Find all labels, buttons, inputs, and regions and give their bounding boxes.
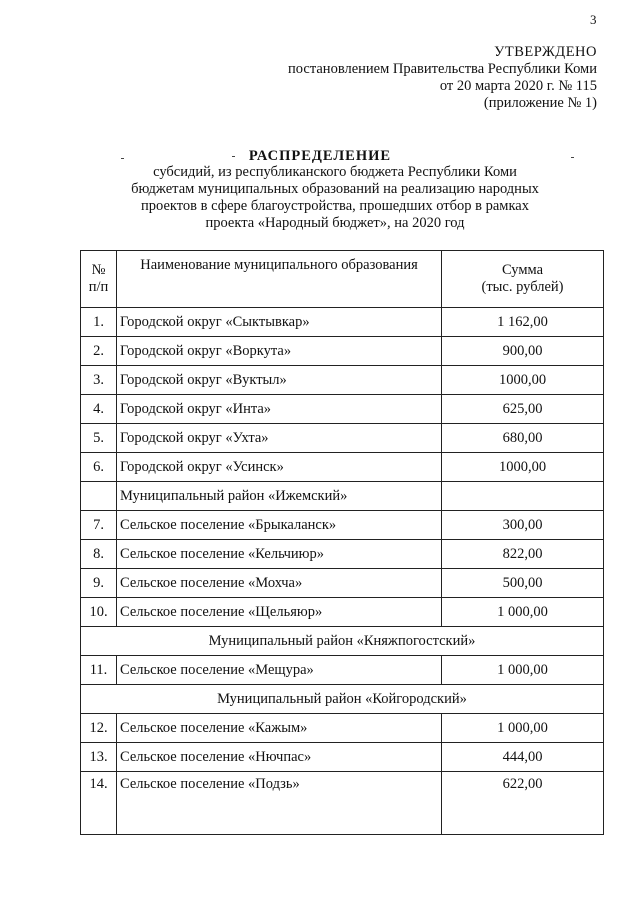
row-number: 8. xyxy=(81,540,117,569)
subsidy-amount: 1 000,00 xyxy=(442,598,604,627)
table-row xyxy=(81,308,604,337)
table-row xyxy=(81,424,604,453)
subsidy-amount: 1 000,00 xyxy=(442,656,604,685)
table-row xyxy=(81,598,604,627)
row-number: 7. xyxy=(81,511,117,540)
municipality-name: Городской округ «Вуктыл» xyxy=(117,366,442,395)
approval-line: (приложение № 1) xyxy=(483,95,597,111)
municipality-name: Городской округ «Ухта» xyxy=(117,424,442,453)
header-num xyxy=(81,251,117,308)
header-num-text: № п/п xyxy=(88,262,109,295)
municipality-name: Сельское поселение «Мещура» xyxy=(117,656,442,685)
approval-block xyxy=(288,44,597,112)
row-number: 6. xyxy=(81,453,117,482)
row-number: 14. xyxy=(81,772,117,835)
row-number: 5. xyxy=(81,424,117,453)
approval-line: постановлением Правительства Республики Коми xyxy=(288,61,597,77)
municipality-name: Сельское поселение «Подзь» xyxy=(117,772,442,835)
subsidy-amount: 1000,00 xyxy=(442,366,604,395)
subsidy-amount: 300,00 xyxy=(442,511,604,540)
municipality-name: Сельское поселение «Щельяюр» xyxy=(117,598,442,627)
table-row xyxy=(81,656,604,685)
subsidy-amount: 822,00 xyxy=(442,540,604,569)
subsidy-amount: 1 000,00 xyxy=(442,714,604,743)
document-subtitle xyxy=(100,164,570,232)
subtitle-line: бюджетам муниципальных образований на реализацию народных xyxy=(131,181,539,197)
subsidy-amount: 500,00 xyxy=(442,569,604,598)
approval-title: УТВЕРЖДЕНО xyxy=(494,44,597,60)
table-row xyxy=(81,453,604,482)
municipality-name: Сельское поселение «Кельчиюр» xyxy=(117,540,442,569)
table-row xyxy=(81,714,604,743)
distribution-table xyxy=(80,250,604,835)
municipality-name: Городской округ «Сыктывкар» xyxy=(117,308,442,337)
table-row xyxy=(81,395,604,424)
municipality-name: Городской округ «Воркута» xyxy=(117,337,442,366)
table-row xyxy=(81,772,604,835)
header-name-text: Наименование муниципального образования xyxy=(140,257,418,273)
row-number: 9. xyxy=(81,569,117,598)
table-row xyxy=(81,569,604,598)
row-number: 2. xyxy=(81,337,117,366)
district-sum-cell xyxy=(442,482,604,511)
subsidy-amount: 680,00 xyxy=(442,424,604,453)
subtitle-line: субсидий, из республиканского бюджета Республики Коми xyxy=(153,164,517,180)
subsidy-amount: 1 162,00 xyxy=(442,308,604,337)
subtitle-line: проектов в сфере благоустройства, прошедших отбор в рамках xyxy=(141,198,529,214)
district-name: Муниципальный район «Ижемский» xyxy=(117,482,442,511)
municipality-name: Сельское поселение «Кажым» xyxy=(117,714,442,743)
table-row xyxy=(81,540,604,569)
municipality-name: Городской округ «Усинск» xyxy=(117,453,442,482)
table-row xyxy=(81,743,604,772)
subsidy-amount: 444,00 xyxy=(442,743,604,772)
district-name: Муниципальный район «Княжпогостский» xyxy=(81,627,604,656)
municipality-name: Городской округ «Инта» xyxy=(117,395,442,424)
page-number: 3 xyxy=(590,12,597,27)
row-number: 4. xyxy=(81,395,117,424)
table-body xyxy=(81,308,604,835)
table-row xyxy=(81,337,604,366)
header-name xyxy=(117,251,442,308)
district-num-cell xyxy=(81,482,117,511)
subsidy-amount: 900,00 xyxy=(442,337,604,366)
municipality-name: Сельское поселение «Нючпас» xyxy=(117,743,442,772)
municipality-name: Сельское поселение «Мохча» xyxy=(117,569,442,598)
header-sum-text: Сумма (тыс. рублей) xyxy=(481,262,564,295)
district-row xyxy=(81,482,604,511)
subsidy-amount: 622,00 xyxy=(442,772,604,835)
table-row xyxy=(81,366,604,395)
row-number: 1. xyxy=(81,308,117,337)
row-number: 12. xyxy=(81,714,117,743)
header-sum xyxy=(442,251,604,308)
district-row xyxy=(81,685,604,714)
subsidy-amount: 1000,00 xyxy=(442,453,604,482)
row-number: 11. xyxy=(81,656,117,685)
district-name: Муниципальный район «Койгородский» xyxy=(81,685,604,714)
table-row xyxy=(81,511,604,540)
municipality-name: Сельское поселение «Брыкаланск» xyxy=(117,511,442,540)
row-number: 10. xyxy=(81,598,117,627)
district-row xyxy=(81,627,604,656)
row-number: 13. xyxy=(81,743,117,772)
approval-line: от 20 марта 2020 г. № 115 xyxy=(439,78,597,94)
table-header-row xyxy=(81,251,604,308)
subtitle-line: проекта «Народный бюджет», на 2020 год xyxy=(205,215,465,231)
row-number: 3. xyxy=(81,366,117,395)
subsidy-amount: 625,00 xyxy=(442,395,604,424)
document-title: РАСПРЕДЕЛЕНИЕ xyxy=(248,148,392,164)
